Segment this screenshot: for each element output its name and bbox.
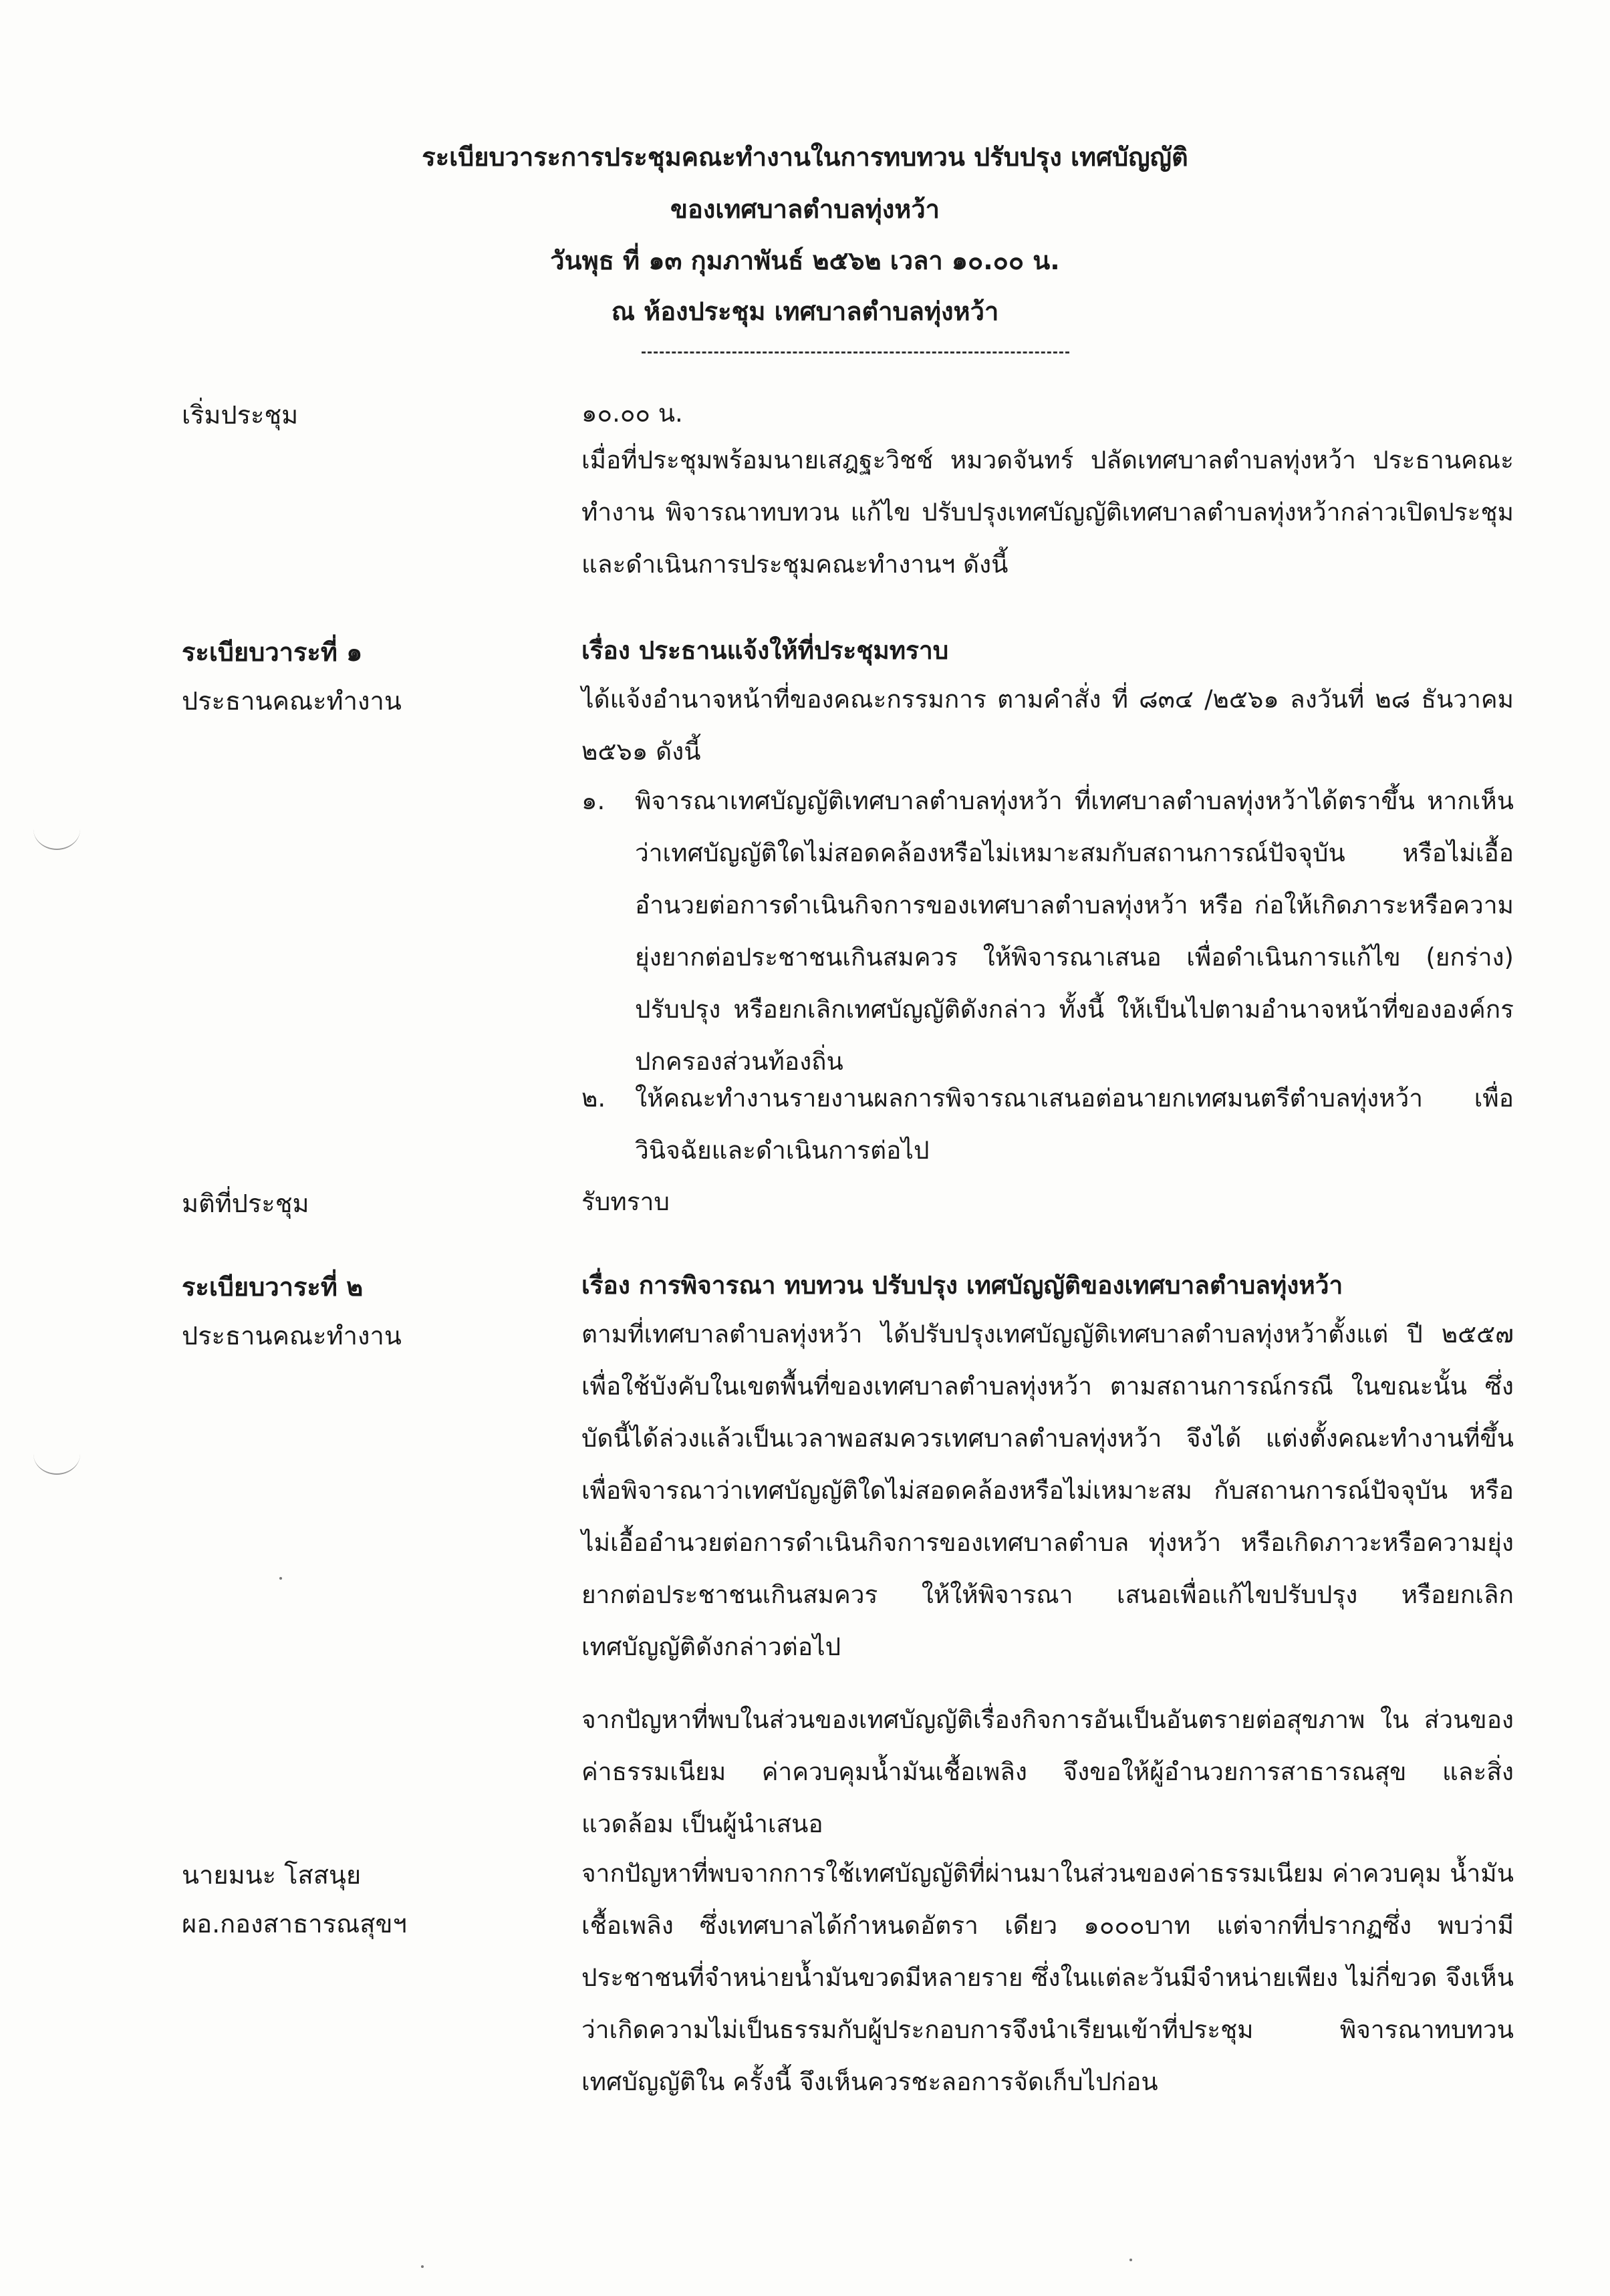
doc-title-line2: ของเทศบาลตำบลทุ่งหว้า — [670, 194, 940, 224]
opening-text: เมื่อที่ประชุมพร้อมนายเสฎฐะวิชช์ หมวดจันทร์ ปลัดเทศบาลตำบลทุ่งหว้า ประธานคณะทำงาน พิจารณาทบทวน แก้ไข ปรับปรุงเทศบัญญัติเทศบาลตำบลทุ่งหว้ากล่าวเปิดประชุม และดำเนินการประชุมคณะทำงานฯ ดังนี้ — [581, 446, 1514, 579]
scan-speck — [1129, 2259, 1132, 2261]
doc-venue-line: ณ ห้องประชุม เทศบาลตำบลทุ่งหว้า — [611, 297, 999, 326]
agenda1-resolution: รับทราบ — [581, 1187, 670, 1216]
agenda1-item1-number: ๑. — [581, 786, 606, 815]
label-meeting-start: เริ่มประชุม — [182, 400, 299, 430]
doc-title-line1: ระเบียบวาระการประชุมคณะทำงานในการทบทวน ปรับปรุง เทศบัญญัติ — [422, 142, 1188, 172]
agenda2-text2: จากปัญหาที่พบในส่วนของเทศบัญญัติเรื่องกิจการอันเป็นอันตรายต่อสุขภาพ ใน ส่วนของค่าธรรมเนียม ค่าควบคุมน้ำมันเชื้อเพลิง จึงขอให้ผู้อำนวยการสาธารณสุข และสิ่งแวดล้อม เป็นผู้นำเสนอ — [581, 1705, 1514, 1838]
agenda2-speaker: ประธานคณะทำงาน — [182, 1321, 402, 1350]
header-separator — [642, 351, 1069, 353]
punch-hole-mark — [33, 1433, 80, 1475]
agenda1-item2-text: ให้คณะทำงานรายงานผลการพิจารณาเสนอต่อนายกเทศมนตรีตำบลทุ่งหว้า เพื่อวินิจฉัยและดำเนินการต่อไป — [635, 1084, 1514, 1165]
speaker3-name: นายมนะ โสสนุย — [182, 1860, 362, 1890]
scan-speck — [421, 2265, 424, 2268]
speaker3-text: จากปัญหาที่พบจากการใช้เทศบัญญัติที่ผ่านมาในส่วนของค่าธรรมเนียม ค่าควบคุม น้ำมันเชื้อเพลิง ซึ่งเทศบาลได้กำหนดอัตรา เดียว ๑๐๐๐บาท แต่จากที่ปรากฏซึ่ง พบว่ามีประชาชนที่จำหน่ายน้ำมันขวดมีหลายราย ซึ่งในแต่ละวันมีจำหน่ายเพียง ไม่กี่ขวด จึงเห็นว่าเกิดความไม่เป็นธรรมกับผู้ประกอบการจึงนำเรียนเข้าที่ประชุม พิจารณาทบทวน เทศบัญญัติใน ครั้งนี้ จึงเห็นควรชะลอการจัดเก็บไปก่อน — [581, 1859, 1514, 2096]
agenda1-resolution-label: มติที่ประชุม — [182, 1189, 309, 1218]
agenda1-label: ระเบียบวาระที่ ๑ — [182, 637, 363, 667]
agenda1-item1-text: พิจารณาเทศบัญญัติเทศบาลตำบลทุ่งหว้า ที่เทศบาลตำบลทุ่งหว้าได้ตราขึ้น หากเห็นว่าเทศบัญญัติใดไม่สอดคล้องหรือไม่เหมาะสมกับสถานการณ์ปัจจุบัน หรือไม่เอื้ออำนวยต่อการดำเนินกิจการของเทศบาลตำบลทุ่งหว้า หรือ ก่อให้เกิดภาระหรือความยุ่งยากต่อประชาชนเกินสมควร ให้พิจารณาเสนอ เพื่อดำเนินการแก้ไข (ยกร่าง) ปรับปรุง หรือยกเลิกเทศบัญญัติดังกล่าว ทั้งนี้ ให้เป็นไปตามอำนาจหน้าที่ขององค์กรปกครองส่วนท้องถิ่น — [635, 786, 1514, 1076]
agenda2-subject: เรื่อง การพิจารณา ทบทวน ปรับปรุง เทศบัญญัติของเทศบาลตำบลทุ่งหว้า — [581, 1271, 1343, 1300]
agenda2-text: ตามที่เทศบาลตำบลทุ่งหว้า ได้ปรับปรุงเทศบัญญัติเทศบาลตำบลทุ่งหว้าตั้งแต่ ปี ๒๕๕๗ เพื่อใช้บังคับในเขตพื้นที่ของเทศบาลตำบลทุ่งหว้า ตามสถานการณ์กรณี ในขณะนั้น ซึ่งบัดนี้ได้ล่วงแล้วเป็นเวลาพอสมควรเทศบาลตำบลทุ่งหว้า จึงได้ แต่งตั้งคณะทำงานที่ขึ้นเพื่อพิจารณาว่าเทศบัญญัติใดไม่สอดคล้องหรือไม่เหมาะสม กับสถานการณ์ปัจจุบัน หรือไม่เอื้ออำนวยต่อการดำเนินกิจการของเทศบาลตำบล ทุ่งหว้า หรือเกิดภาวะหรือความยุ่งยากต่อประชาชนเกินสมควร ให้ให้พิจารณา เสนอเพื่อแก้ไขปรับปรุง หรือยกเลิกเทศบัญญัติดังกล่าวต่อไป — [581, 1320, 1514, 1661]
agenda1-subject: เรื่อง ประธานแจ้งให้ที่ประชุมทราบ — [581, 636, 949, 665]
speaker3-position: ผอ.กองสาธารณสุขฯ — [182, 1909, 407, 1939]
agenda1-speaker: ประธานคณะทำงาน — [182, 686, 402, 716]
punch-hole-mark — [33, 809, 80, 850]
scan-speck — [279, 1577, 282, 1580]
opening-time: ๑๐.๐๐ น. — [581, 399, 683, 428]
agenda1-item2-number: ๒. — [581, 1084, 606, 1113]
doc-date-line: วันพุธ ที่ ๑๓ กุมภาพันธ์ ๒๕๖๒ เวลา ๑๐.๐๐ น. — [550, 246, 1060, 275]
agenda1-text: ได้แจ้งอำนาจหน้าที่ของคณะกรรมการ ตามคำสั่ง ที่ ๘๓๔ /๒๕๖๑ ลงวันที่ ๒๘ ธันวาคม ๒๕๖๑ ดังนี้ — [581, 685, 1514, 766]
agenda2-label: ระเบียบวาระที่ ๒ — [182, 1272, 364, 1302]
